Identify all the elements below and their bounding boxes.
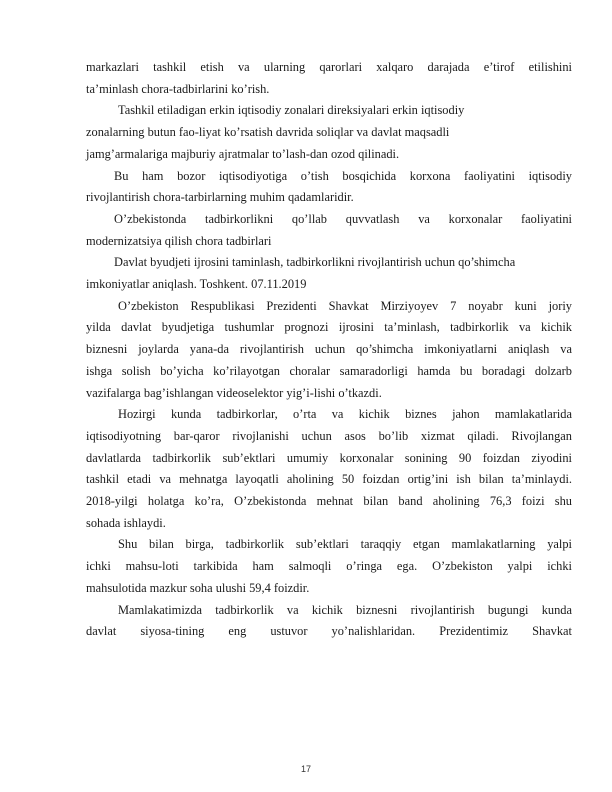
- line: markazlari tashkil etish va ularning qarorlari xalqaro darajada e’tirof etilishini: [86, 60, 572, 74]
- line: modernizatsiya qilish chora tadbirlari: [86, 233, 272, 248]
- line: tashkil etadi va mehnatga layoqatli aholining 50 foizdan ortig’ini ish bilan ta’minlaydi.: [86, 472, 572, 487]
- paragraph-5: [86, 252, 572, 295]
- line: jamg’armalariga majburiy ajratmalar to’lash-dan ozod qilinadi.: [86, 146, 400, 161]
- paragraph-6: [86, 296, 572, 405]
- line: Hozirgi kunda tadbirkorlar, o’rta va kichik biznes jahon mamlakatlarida: [118, 407, 572, 422]
- line: davlatlarda tadbirkorlik sub’ektlari umumiy korxonalar sonining 90 foizdan ziyodini: [86, 450, 572, 465]
- paragraph-3: [86, 166, 572, 209]
- line: Bu ham bozor iqtisodiyotiga o’tish bosqichida korxona faoliyatini iqtisodiy: [114, 168, 572, 183]
- paragraph-4: [86, 209, 572, 252]
- line: 2018-yilgi holatga ko’ra, O’zbekistonda mehnat bilan band aholining 76,3 foizi shu: [86, 494, 572, 509]
- line: ishga solish bo’yicha ko’rilayotgan choralar samaradorligi hamda bu boradagi dolzarb: [86, 363, 572, 378]
- line: mahsulotida mazkur soha ulushi 59,4 foizdir.: [86, 580, 310, 595]
- line: yilda davlat byudjetiga tushumlar prognozi ijrosini ta’minlash, tadbirkorlik va kichik: [86, 320, 572, 335]
- line: O’zbekistonda tadbirkorlikni qo’llab quvvatlash va korxonalar faoliyatini: [114, 211, 572, 226]
- line: O’zbekiston Respublikasi Prezidenti Shavkat Mirziyoyev 7 noyabr kuni joriy: [118, 298, 572, 313]
- line: davlat siyosa-tining eng ustuvor yo’nalishlaridan. Prezidentimiz Shavkat: [86, 624, 572, 639]
- paragraph-1: [86, 57, 572, 100]
- body-text: [86, 57, 572, 643]
- line: iqtisodiyotning bar-qaror rivojlanishi uchun asos bo’lib xizmat qiladi. Rivojlangan: [86, 428, 572, 443]
- paragraph-9: [86, 600, 572, 643]
- paragraph-8: [86, 534, 572, 599]
- line: Tashkil etiladigan erkin iqtisodiy zonalari direksiyalari erkin iqtisodiy: [118, 103, 465, 118]
- line: sohada ishlaydi.: [86, 515, 166, 530]
- line: rivojlantirish chora-tarbirlarning muhim qadamlaridir.: [86, 190, 354, 205]
- line: Mamlakatimizda tadbirkorlik va kichik biznesni rivojlantirish bugungi kunda: [118, 602, 572, 617]
- line: ichki mahsu-loti tarkibida ham salmoqli o’ringa ega. O’zbekiston yalpi ichki: [86, 559, 572, 574]
- page-number: 17: [300, 764, 311, 774]
- paragraph-7: [86, 404, 572, 534]
- line: imkoniyatlar aniqlash. Toshkent. 07.11.2019: [86, 277, 307, 292]
- line: biznesni joylarda yana-da rivojlantirish uchun qo’shimcha imkoniyatlarni aniqlash va: [86, 342, 572, 357]
- line: Davlat byudjeti ijrosini taminlash, tadbirkorlikni rivojlantirish uchun qo’shimcha: [114, 255, 516, 270]
- line: ta’minlash chora-tadbirlarini ko’rish.: [86, 81, 270, 96]
- paragraph-2: [86, 100, 572, 165]
- line: zonalarning butun fao-liyat ko’rsatish davrida soliqlar va davlat maqsadli: [86, 125, 450, 140]
- line: Shu bilan birga, tadbirkorlik sub’ektlari taraqqiy etgan mamlakatlarning yalpi: [118, 537, 572, 552]
- line: vazifalarga bag’ishlangan videoselektor yig’i-lishi o’tkazdi.: [86, 385, 382, 400]
